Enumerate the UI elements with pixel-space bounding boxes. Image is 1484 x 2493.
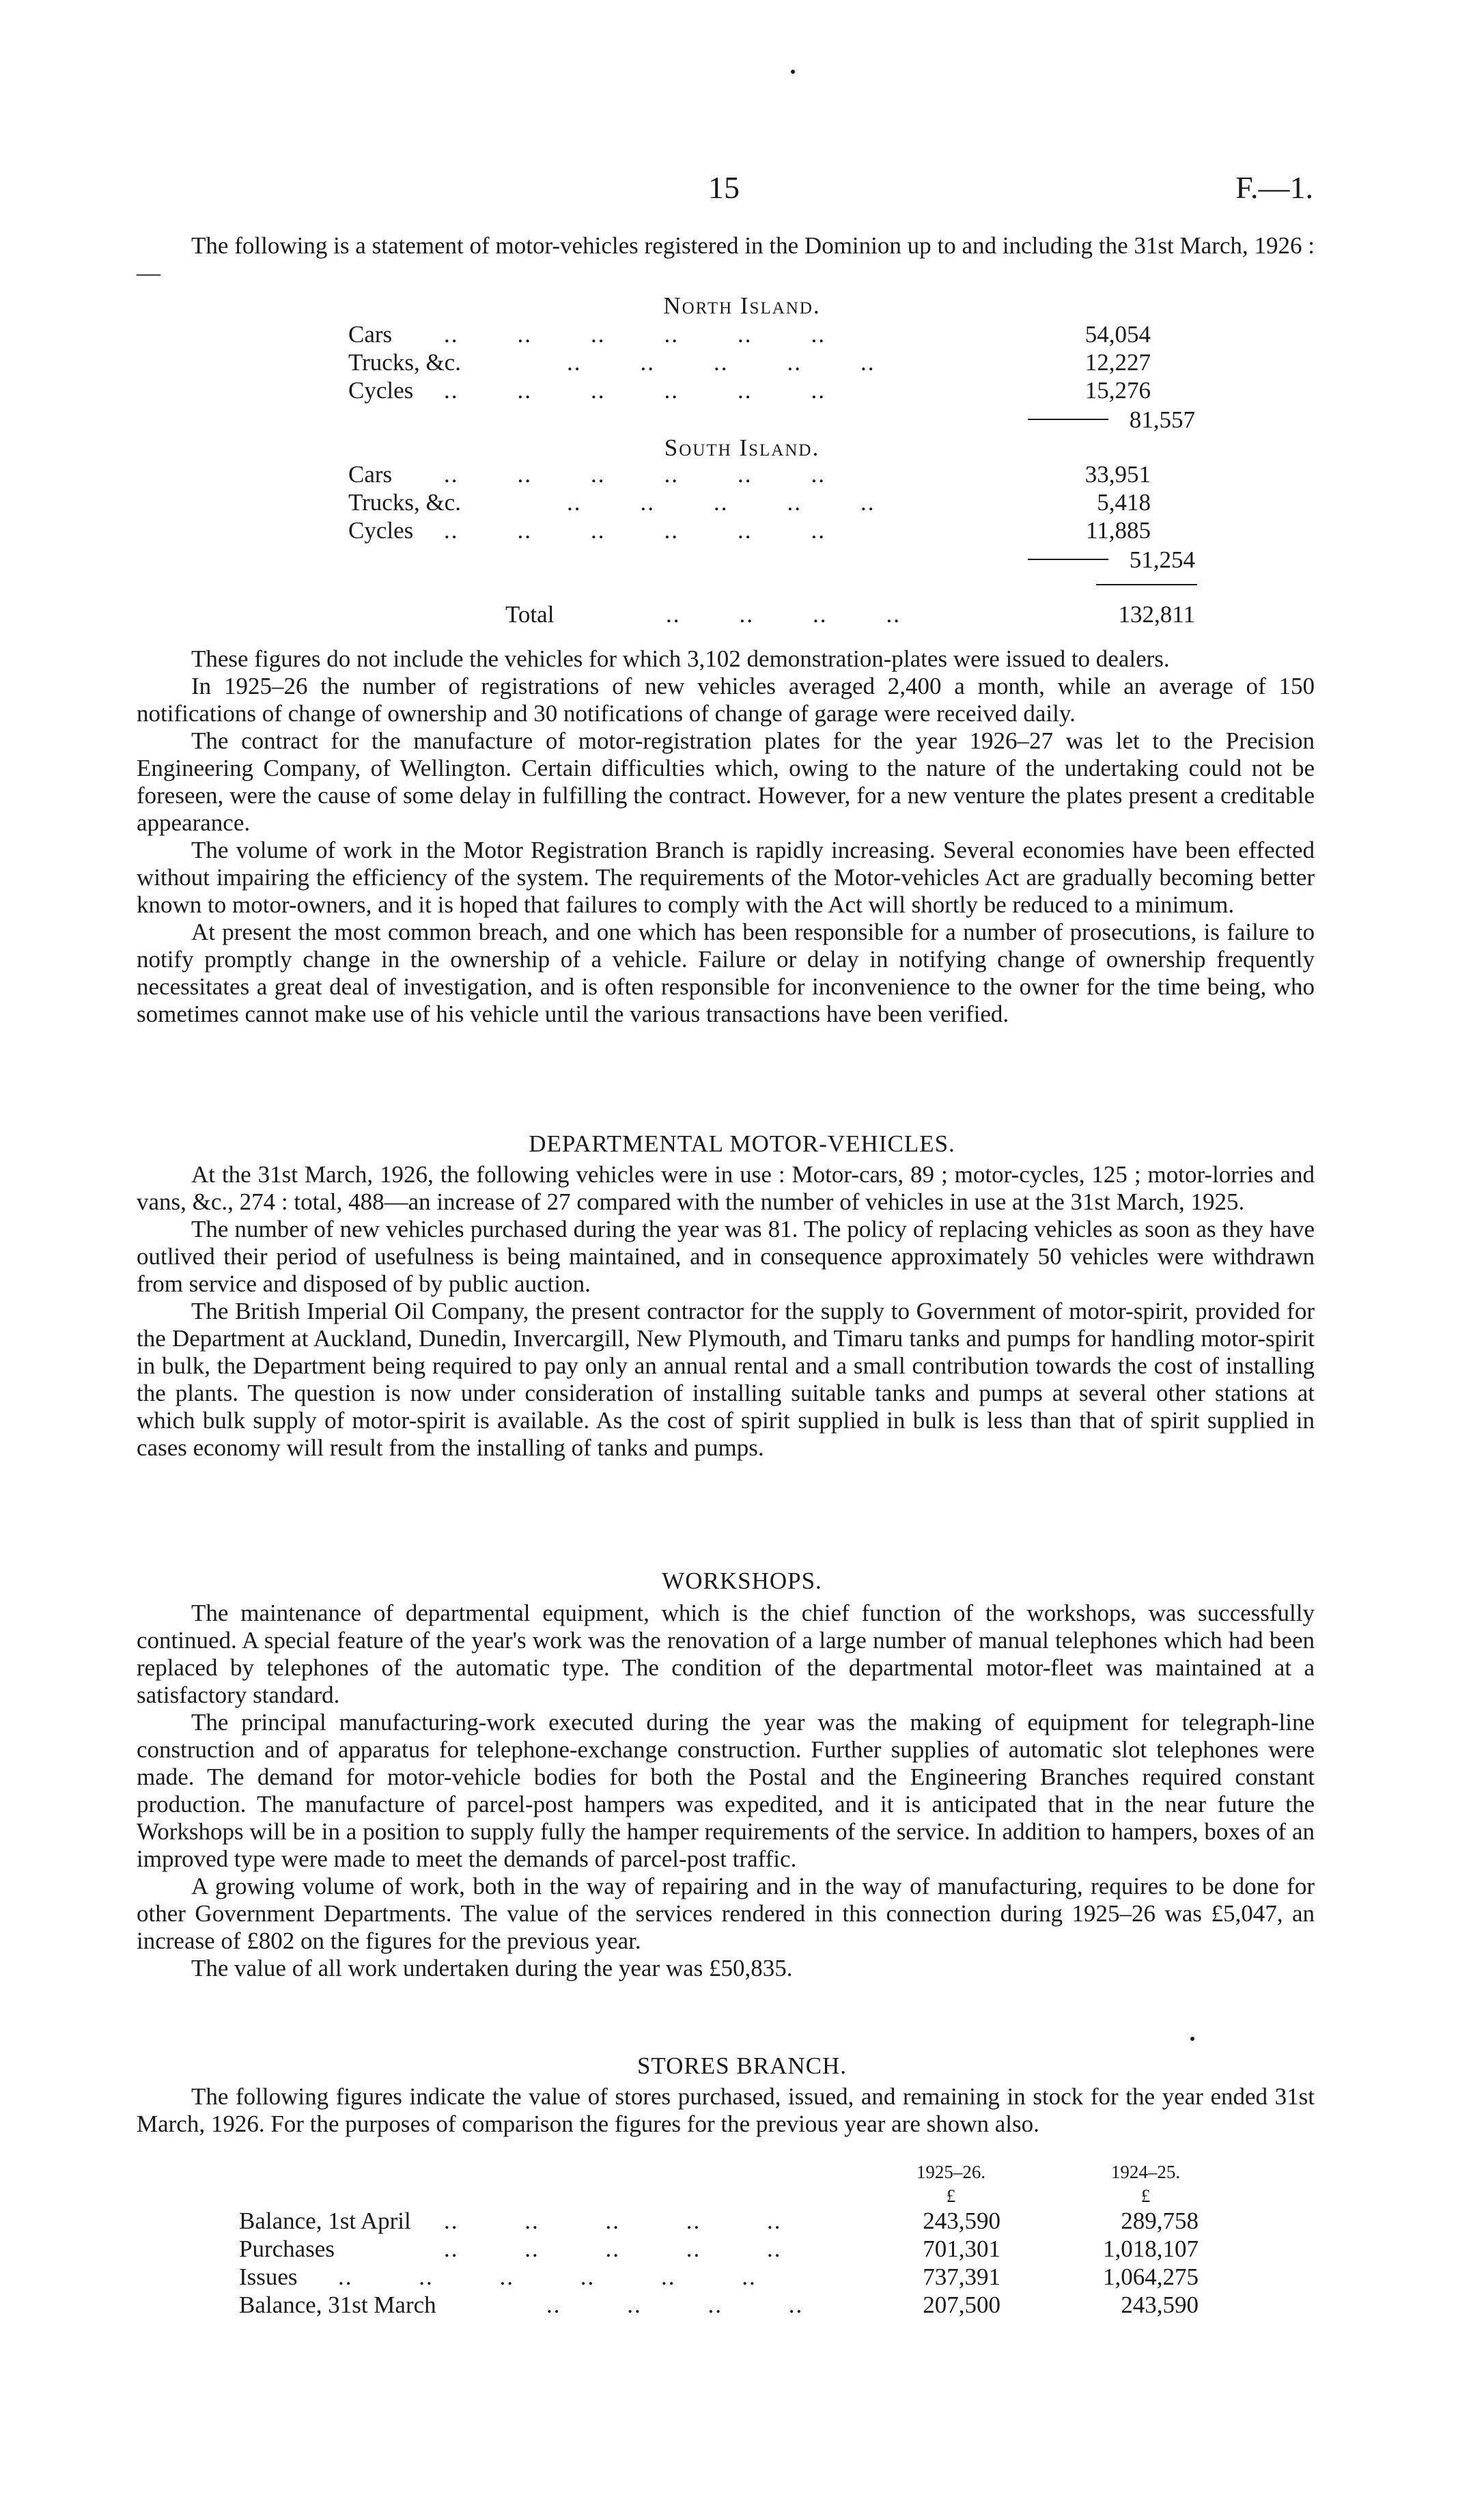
motor-vehicles-paragraphs <box>137 645 1315 1028</box>
south-island-table <box>348 461 1151 545</box>
leader-dots: .. .. .. .. .. <box>567 489 876 516</box>
north-island-subtotal: 81,557 <box>1129 406 1195 433</box>
currency-symbol: £ <box>946 2186 956 2206</box>
row-value: 12,227 <box>1084 349 1151 376</box>
row-label: Trucks, &c. <box>348 489 461 516</box>
value-1925-26: 737,391 <box>923 2264 1000 2290</box>
row-value: 54,054 <box>1084 321 1151 348</box>
paragraph: These figures do not include the vehicles for which 3,102 demonstration-plates were issued to dealers. <box>191 645 1170 672</box>
row-value: 11,885 <box>1086 517 1151 544</box>
leader-dots: .. .. .. .. .. <box>444 2208 782 2234</box>
row-value: 33,951 <box>1084 461 1151 488</box>
paragraph: In 1925–26 the number of registrations of new vehicles averaged 2,400 a month, while an average of 150 notifications of change of ownership and 30 notifications of change of garage were received daily. <box>137 673 1315 727</box>
value-1925-26: 207,500 <box>923 2292 1000 2318</box>
page-mark <box>1190 2037 1194 2041</box>
row-value: 15,276 <box>1084 377 1151 404</box>
leader-dots: .. .. .. .. .. <box>567 349 876 376</box>
leader-dots: .. .. .. .. .. .. <box>444 321 826 348</box>
row-label: Cars <box>348 321 393 348</box>
col-header-1924-25: 1924–25. <box>1110 2162 1181 2182</box>
total-rule <box>1096 584 1197 585</box>
vehicles-total-row <box>505 601 1195 629</box>
paragraph: At the 31st March, 1926, the following vehicles were in use : Motor-cars, 89 ; motor-cycles, 125 ; motor-lorries and vans, &c., 274 : total, 488—an increase of 27 compared with the number of vehicles in use at the 31st March, 1925. <box>137 1161 1315 1215</box>
value-1924-25: 243,590 <box>1121 2292 1199 2318</box>
table-row <box>239 2236 1199 2264</box>
row-value: 5,418 <box>1097 489 1151 516</box>
page-number: 15 <box>708 170 740 205</box>
stores-heading: STORES BRANCH. <box>636 2052 848 2079</box>
row-label: Cars <box>348 461 393 488</box>
col-header-1925-26: 1925–26. <box>916 2162 986 2182</box>
south-island-subtotal: 51,254 <box>1129 546 1195 573</box>
paragraph: The maintenance of departmental equipment, which is the chief function of the workshops, was successfully continued. A special feature of the year's work was the renovation of a large number of manual telephones which had been replaced by telephones of the automatic type. The condition of the departmental motor-fleet was maintained at a satisfactory standard. <box>137 1600 1315 1708</box>
table-row <box>348 377 1151 405</box>
departmental-paragraphs <box>137 1161 1315 1462</box>
leader-dots: .. .. .. .. <box>546 2292 804 2318</box>
row-label: Trucks, &c. <box>348 349 461 376</box>
departmental-heading: DEPARTMENTAL MOTOR-VEHICLES. <box>529 1130 955 1157</box>
south-island-title: South Island. <box>664 434 820 461</box>
value-1925-26: 701,301 <box>923 2236 1000 2262</box>
value-1925-26: 243,590 <box>923 2208 1000 2234</box>
row-label: Issues <box>239 2264 298 2290</box>
table-row <box>348 461 1151 489</box>
row-label: Cycles <box>348 517 414 544</box>
leader-dots: .. .. .. .. <box>666 601 901 628</box>
table-row <box>348 321 1151 349</box>
stores-table <box>239 2208 1199 2320</box>
total-value: 132,811 <box>1118 601 1195 628</box>
table-row <box>348 489 1151 517</box>
north-island-title: North Island. <box>663 292 821 319</box>
value-1924-25: 1,064,275 <box>1103 2264 1199 2290</box>
leader-dots: .. .. .. .. .. .. <box>338 2264 757 2290</box>
document-reference: F.—1. <box>1235 170 1313 205</box>
row-label: Purchases <box>239 2236 335 2262</box>
north-island-table <box>348 321 1151 405</box>
paragraph: A growing volume of work, both in the way of repairing and in the way of manufacturing, requires to be done for other Government Departments. The value of the services rendered in this connection during 1925–26 was £5,047, an increase of £802 on the figures for the previous year. <box>137 1873 1315 1954</box>
paragraph: The contract for the manufacture of motor-registration plates for the year 1926–27 was let to the Precision Engineering Company, of Wellington. Certain difficulties which, owing to the nature of the undertaking could not be foreseen, were the cause of some delay in fulfilling the contract. However, for a new venture the plates present a creditable appearance. <box>137 727 1315 836</box>
row-label: Balance, 31st March <box>239 2292 436 2318</box>
paragraph: At present the most common breach, and one which has been responsible for a number of prosecutions, is failure to notify promptly change in the ownership of a vehicle. Failure or delay in notifying change of ownership frequently necessitates a great deal of investigation, and is often responsible for inconvenience to the owner for the time being, who sometimes cannot make use of his vehicle until the various transactions have been verified. <box>137 919 1315 1027</box>
paragraph: The British Imperial Oil Company, the present contractor for the supply to Government of motor-spirit, provided for the Department at Auckland, Dunedin, Invercargill, New Plymouth, and Timaru tanks and pumps for handling motor-spirit in bulk, the Department being required to pay only an annual rental and a small contribution towards the cost of installing the plants. The question is now under consideration of installing suitable tanks and pumps at several other stations at which bulk supply of motor-spirit is available. As the cost of spirit supplied in bulk is less than that of spirit supplied in cases economy will result from the installing of tanks and pumps. <box>137 1298 1315 1461</box>
table-row <box>348 349 1151 377</box>
row-label: Cycles <box>348 377 414 404</box>
stores-intro: The following figures indicate the value of stores purchased, issued, and remaining in stock for the year ended 31st March, 1926. For the purposes of comparison the figures for the previous year are shown also. <box>137 2083 1315 2137</box>
paragraph: The value of all work undertaken during the year was £50,835. <box>191 1955 793 1981</box>
table-row <box>239 2208 1199 2236</box>
table-row <box>505 601 1195 629</box>
currency-symbol: £ <box>1140 2186 1151 2206</box>
leader-dots: .. .. .. .. .. .. <box>444 461 826 488</box>
row-label: Balance, 1st April <box>239 2208 411 2234</box>
leader-dots: .. .. .. .. .. .. <box>444 517 826 544</box>
table-row <box>348 517 1151 545</box>
table-row <box>239 2264 1199 2292</box>
workshops-heading: WORKSHOPS. <box>662 1568 822 1594</box>
subtotal-rule <box>1028 559 1108 560</box>
paragraph: The volume of work in the Motor Registration Branch is rapidly increasing. Several economies have been effected without impairing the efficiency of the system. The requirements of the Motor-vehicles Act are gradually becoming better known to motor-owners, and it is hoped that failures to comply with the Act will shortly be reduced to a minimum. <box>137 837 1315 918</box>
value-1924-25: 1,018,107 <box>1103 2236 1199 2262</box>
total-label: Total <box>505 601 555 628</box>
workshops-paragraphs <box>137 1600 1315 1982</box>
page-mark <box>791 70 795 74</box>
subtotal-rule <box>1028 419 1108 420</box>
leader-dots: .. .. .. .. .. <box>444 2236 782 2262</box>
motor-vehicles-intro-block <box>137 232 1315 287</box>
paragraph: The principal manufacturing-work executed during the year was the making of equipment for telegraph-line construction and of apparatus for telephone-exchange construction. Further supplies of automatic slot telephones were made. The demand for motor-vehicle bodies for both the Postal and the Engineering Branches required constant production. The manufacture of parcel-post hampers was expedited, and it is anticipated that in the near future the Workshops will be in a position to supply fully the hamper requirements of the service. In addition to hampers, boxes of an improved type were made to meet the demands of parcel-post traffic. <box>137 1709 1315 1872</box>
paragraph: The number of new vehicles purchased during the year was 81. The policy of replacing vehicles as soon as they have outlived their period of usefulness is being maintained, and in consequence approximately 50 vehicles were withdrawn from service and disposed of by public auction. <box>137 1216 1315 1297</box>
table-row <box>239 2292 1199 2320</box>
motor-vehicles-intro: The following is a statement of motor-vehicles registered in the Dominion up to and including the 31st March, 1926 :— <box>137 232 1315 286</box>
stores-intro-block <box>137 2083 1315 2138</box>
leader-dots: .. .. .. .. .. .. <box>444 377 826 404</box>
value-1924-25: 289,758 <box>1121 2208 1199 2234</box>
